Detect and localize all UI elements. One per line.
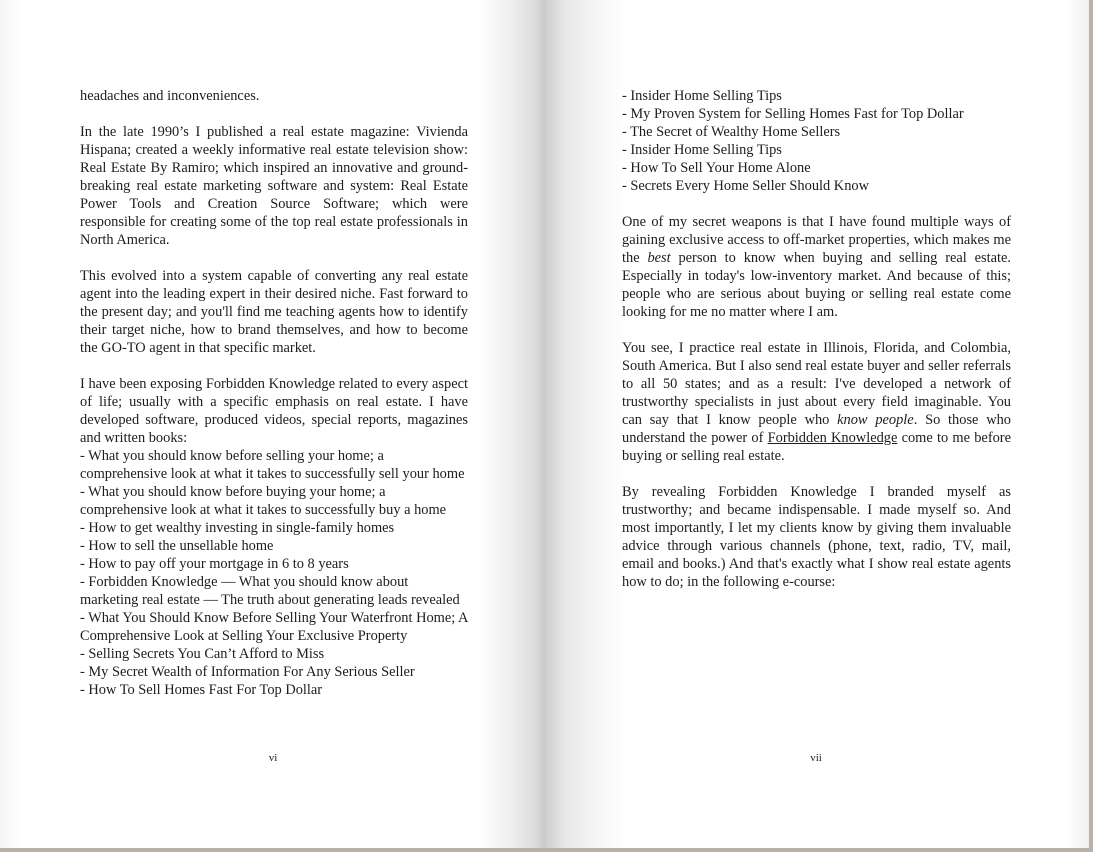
- text-run: . So those who understand the power of: [622, 412, 1012, 446]
- emphasis: know people: [837, 412, 914, 428]
- list-item: - How To Sell Homes Fast For Top Dollar: [80, 682, 323, 698]
- right-page: [546, 0, 1089, 848]
- list-item: - What you should know before buying your home; a comprehensive look at what it takes to successfully buy a home: [80, 484, 447, 518]
- titles-list: [622, 87, 1011, 195]
- text-run: You see, I practice real estate in Illinois, Florida, and Colombia, South America. But I also send real estate buyer and seller referrals to all 50 states; and as a result: I've developed a network of trustworthy specialists in just about every field imaginable. You can say that I know people who: [622, 340, 1011, 428]
- publications-list: [80, 447, 468, 699]
- left-page: [0, 0, 546, 848]
- list-item: - Insider Home Selling Tips: [622, 88, 782, 104]
- list-item: - My Proven System for Selling Homes Fast for Top Dollar: [622, 106, 964, 122]
- list-item: - How to pay off your mortgage in 6 to 8 years: [80, 556, 349, 572]
- paragraph: This evolved into a system capable of converting any real estate agent into the leading expert in their desired niche. Fast forward to the present day; and you'll find me teaching agents how to identify their target niche, how to brand themselves, and how to become the GO-TO agent in that specific market.: [80, 268, 468, 356]
- list-item: - Secrets Every Home Seller Should Know: [622, 178, 869, 194]
- list-item: - How to sell the unsellable home: [80, 538, 274, 554]
- forbidden-knowledge-link[interactable]: Forbidden Knowledge: [767, 430, 898, 446]
- text-run: One of my secret weapons is that I have found multiple ways of gaining exclusive access to off-market properties, which makes me the: [622, 214, 1011, 266]
- paragraph: In the late 1990’s I published a real estate magazine: Vivienda Hispana; created a weekly informative real estate television show: Real Estate By Ramiro; which inspired an innovative and ground-breaking real estate marketing software and system: Real Estate Power Tools and Creation Source Software; which were responsible for creating some of the top real estate professionals in North America.: [80, 124, 468, 248]
- list-item: - What You Should Know Before Selling Your Waterfront Home; A Comprehensive Look at Selling Your Exclusive Property: [80, 610, 468, 644]
- page-number: vii: [810, 752, 822, 764]
- text-run: come to me before buying or selling real estate.: [622, 430, 1011, 464]
- list-item: - Forbidden Knowledge — What you should know about marketing real estate — The truth about generating leads revealed: [80, 574, 460, 608]
- list-item: - What you should know before selling your home; a comprehensive look at what it takes to successfully sell your home: [80, 448, 465, 482]
- list-item: - How to get wealthy investing in single-family homes: [80, 520, 395, 536]
- left-text-column: [80, 87, 468, 717]
- text-run: person to know when buying and selling real estate. Especially in today's low-inventory market. And because of this; people who are serious about buying or selling real estate come looking for me no matter where I am.: [622, 250, 1011, 320]
- page-number: vi: [268, 752, 278, 764]
- paragraph: headaches and inconveniences.: [80, 88, 260, 104]
- paragraph: I have been exposing Forbidden Knowledge related to every aspect of life; usually with a specific emphasis on real estate. I have developed software, produced videos, special reports, magazines and written books:: [80, 376, 468, 446]
- right-text-column: [622, 87, 1011, 609]
- list-item: - Insider Home Selling Tips: [622, 142, 782, 158]
- paragraph: [622, 213, 1011, 321]
- list-item: - How To Sell Your Home Alone: [622, 160, 811, 176]
- list-item: - My Secret Wealth of Information For Any Serious Seller: [80, 664, 415, 680]
- list-item: - Selling Secrets You Can’t Afford to Miss: [80, 646, 325, 662]
- paragraph: [622, 339, 1011, 465]
- emphasis: best: [647, 250, 671, 266]
- paragraph: By revealing Forbidden Knowledge I branded myself as trustworthy; and became indispensable. I made myself so. And most importantly, I let my clients know by giving them invaluable advice through various channels (phone, text, radio, TV, mail, email and books.) And that's exactly what I show real estate agents how to do; in the following e-course:: [622, 484, 1011, 590]
- list-item: - The Secret of Wealthy Home Sellers: [622, 124, 841, 140]
